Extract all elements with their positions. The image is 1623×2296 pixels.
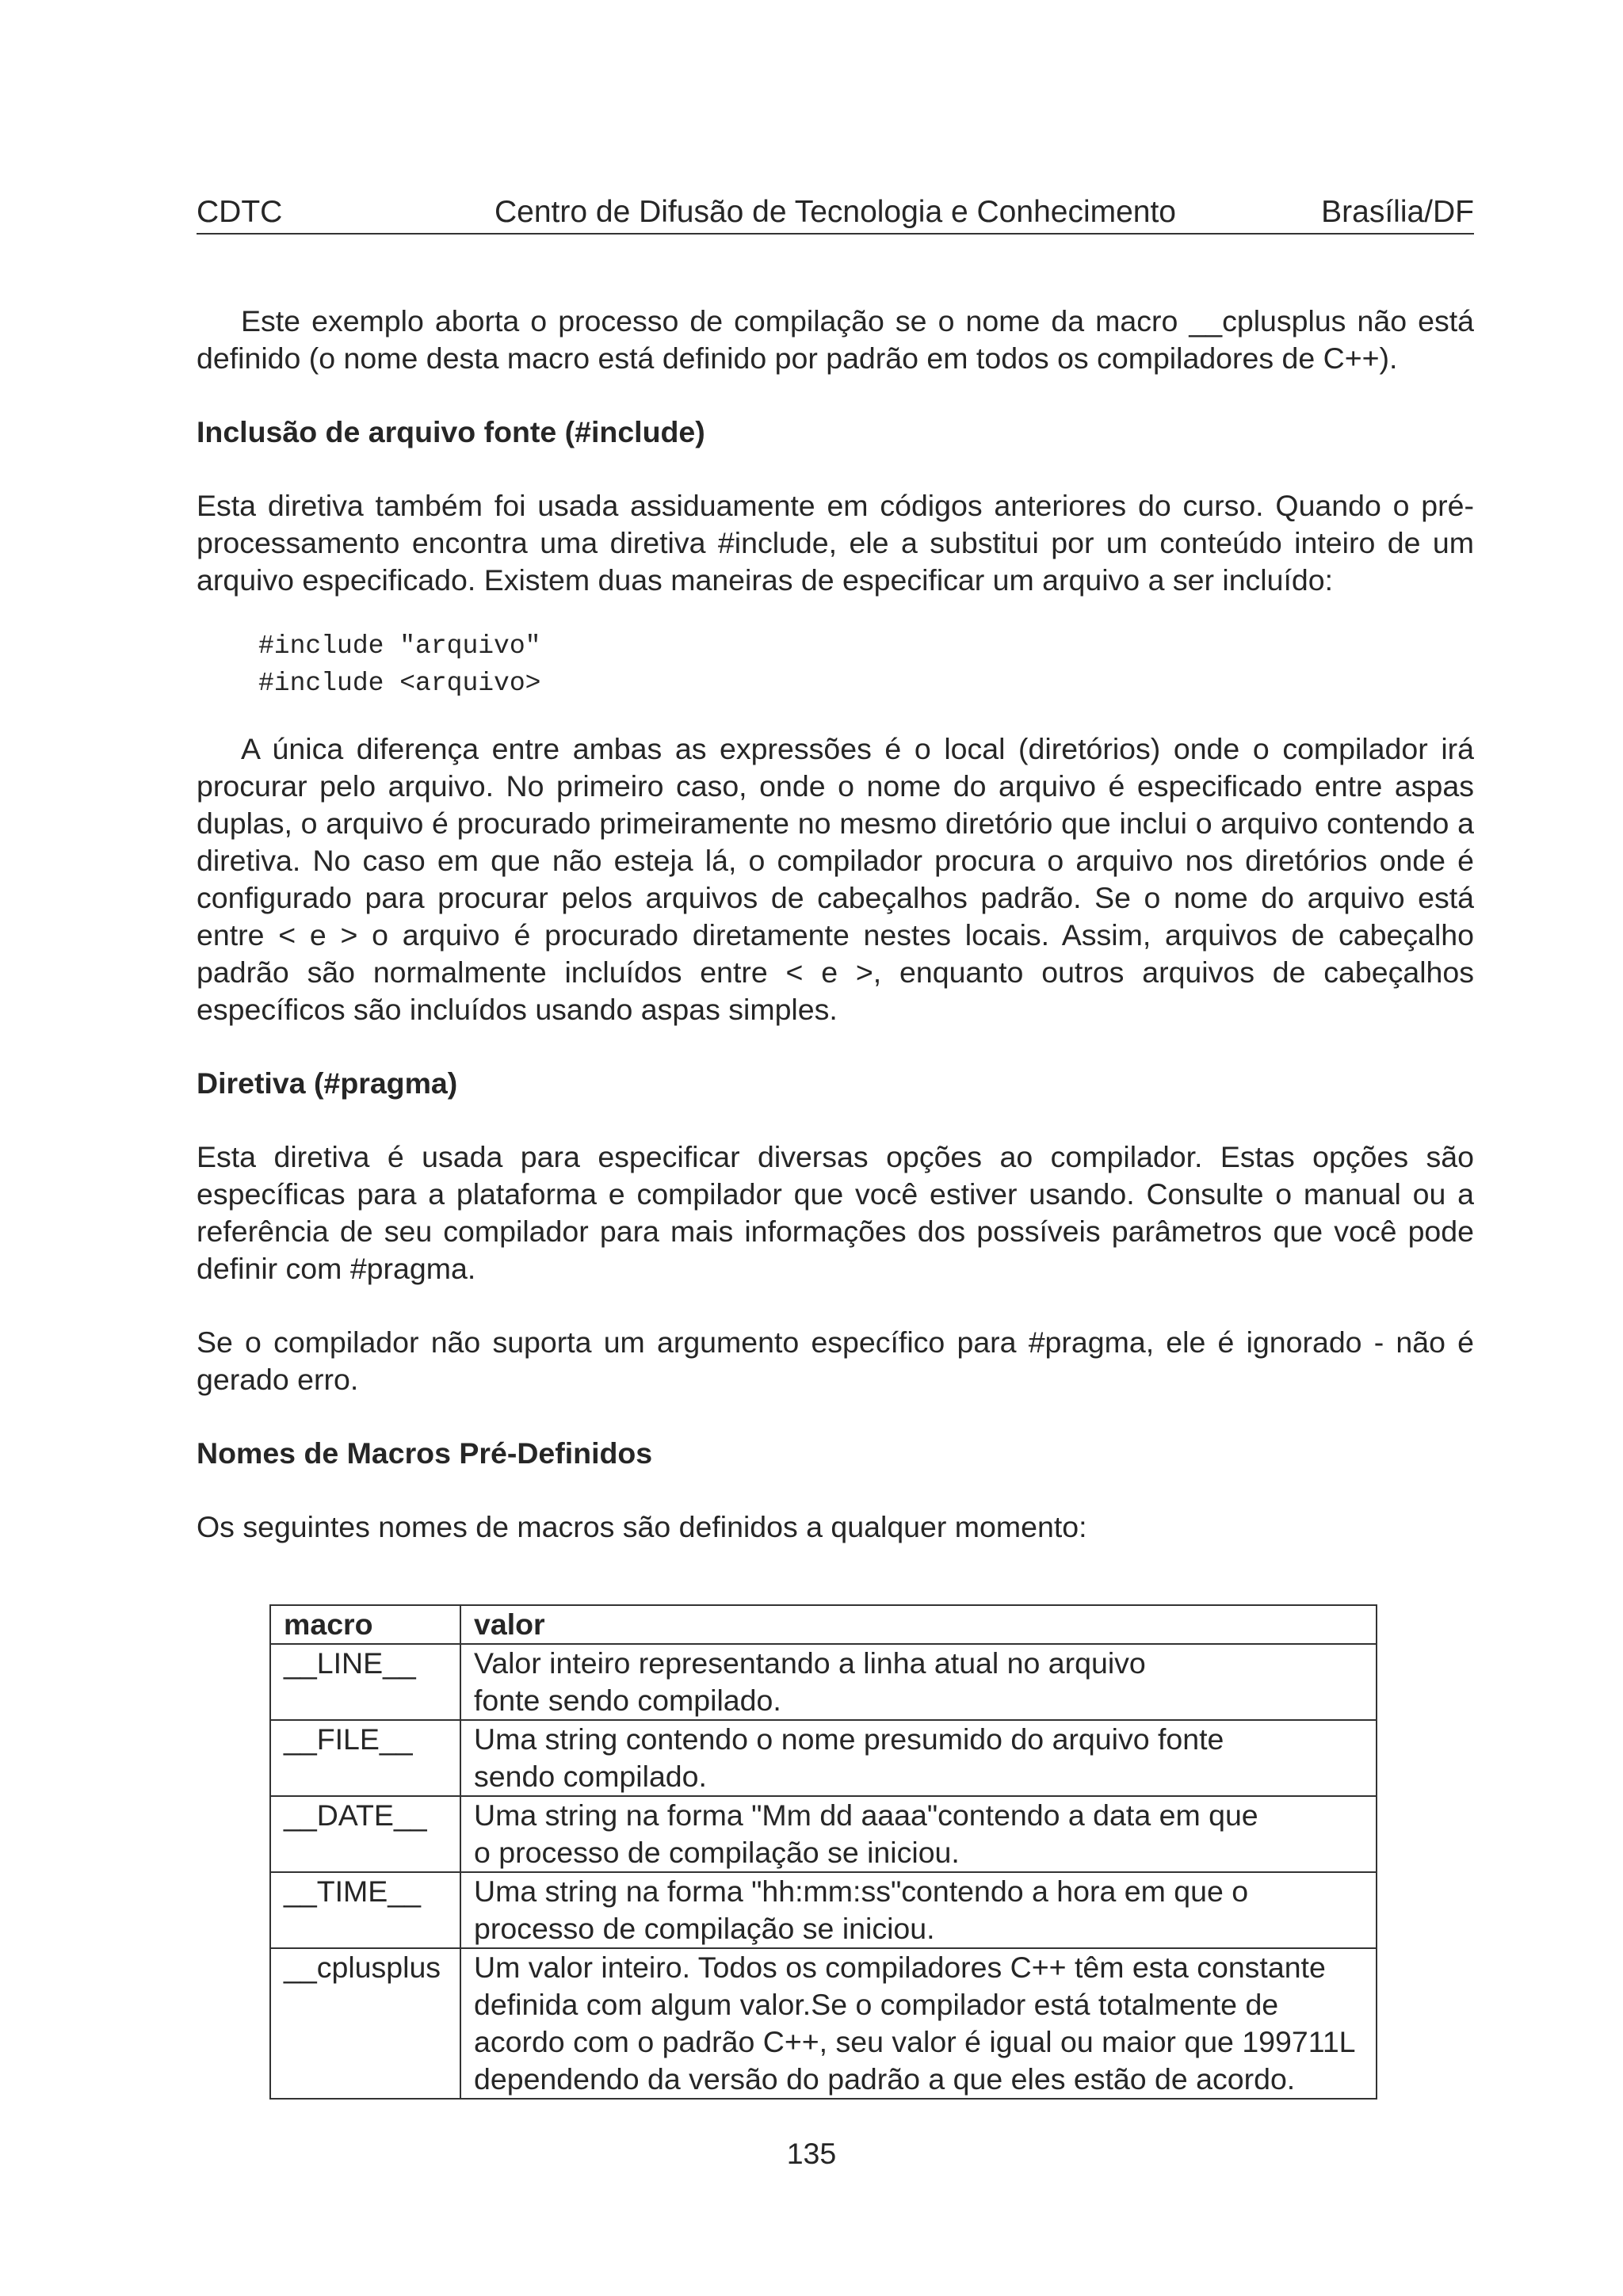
pragma-paragraph-2: Se o compilador não suporta um argumento específico para #pragma, ele é ignorado - não é gerado erro.	[197, 1325, 1474, 1396]
macro-name: __LINE__	[270, 1644, 460, 1720]
macro-value	[460, 1644, 1377, 1720]
value-line: sendo compilado.	[474, 1760, 707, 1793]
table-row	[270, 1948, 1377, 2099]
page-number: 135	[786, 2137, 837, 2170]
header-left: CDTC	[197, 195, 283, 229]
value-line: Uma string na forma "hh:mm:ss"contendo a hora em que o	[474, 1875, 1249, 1908]
include-paragraph-2: A única diferença entre ambas as expressões é o local (diretórios) onde o compilador irá procurar pelo arquivo. No primeiro caso, onde o nome do arquivo é especificado entre aspas duplas, o arquivo é procurado primeiramente no mesmo diretório que inclui o arquivo contendo a diretiva. No caso em que não esteja lá, o compilador procura o arquivo nos diretórios onde é configurado para procurar pelos arquivos de cabeçalhos padrão. Se o nome do arquivo está entre < e > o arquivo é procurado diretamente nestes locais. Assim, arquivos de cabeçalho padrão são normalmente incluídos entre < e >, enquanto outros arquivos de cabeçalhos específicos são incluídos usando aspas simples.	[197, 732, 1474, 1026]
pragma-paragraph-1: Esta diretiva é usada para especificar diversas opções ao compilador. Estas opções são específicas para a plataforma e compilador que você estiver usando. Consulte o manual ou a referência de seu compilador para mais informações dos possíveis parâmetros que você pode definir com #pragma.	[197, 1140, 1474, 1285]
table-header-value: valor	[460, 1605, 1377, 1644]
table-row	[270, 1644, 1377, 1720]
macro-value	[460, 1948, 1377, 2099]
value-line: definida com algum valor.Se o compilador está totalmente de	[474, 1988, 1279, 2021]
macro-name: __DATE__	[270, 1796, 460, 1872]
include-paragraph-1: Esta diretiva também foi usada assiduamente em códigos anteriores do curso. Quando o pré-processamento encontra uma diretiva #include, ele a substitui por um conteúdo inteiro de um arquivo especificado. Existem duas maneiras de especificar um arquivo a ser incluído:	[197, 489, 1474, 597]
table-row	[270, 1872, 1377, 1948]
macro-value	[460, 1720, 1377, 1796]
macro-name: __FILE__	[270, 1720, 460, 1796]
value-line: o processo de compilação se iniciou.	[474, 1836, 960, 1869]
value-line: dependendo da versão do padrão a que eles estão de acordo.	[474, 2062, 1296, 2096]
header-right: Brasília/DF	[1321, 195, 1474, 229]
macros-intro: Os seguintes nomes de macros são definidos a qualquer momento:	[197, 1510, 1087, 1543]
body-text	[197, 303, 1474, 1546]
macros-table	[269, 1604, 1377, 2100]
code-line: #include "arquivo"	[258, 631, 541, 661]
value-line: Valor inteiro representando a linha atual no arquivo	[474, 1646, 1146, 1680]
macro-value	[460, 1872, 1377, 1948]
intro-paragraph: Este exemplo aborta o processo de compilação se o nome da macro __cplusplus não está definido (o nome desta macro está definido por padrão em todos os compiladores de C++).	[197, 304, 1474, 375]
table-row	[270, 1720, 1377, 1796]
code-line: #include <arquivo>	[258, 669, 541, 698]
table-header-row	[270, 1605, 1377, 1644]
macro-name: __TIME__	[270, 1872, 460, 1948]
value-line: processo de compilação se iniciou.	[474, 1912, 935, 1945]
macro-value	[460, 1796, 1377, 1872]
header-center: Centro de Difusão de Tecnologia e Conhecimento	[495, 195, 1176, 229]
table-row	[270, 1796, 1377, 1872]
value-line: fonte sendo compilado.	[474, 1684, 781, 1717]
include-section-title: Inclusão de arquivo fonte (#include)	[197, 415, 705, 448]
value-line: acordo com o padrão C++, seu valor é igual ou maior que 199711L	[474, 2025, 1356, 2058]
pragma-section-title: Diretiva (#pragma)	[197, 1066, 458, 1100]
running-header	[197, 195, 1474, 235]
value-line: Um valor inteiro. Todos os compiladores C++ têm esta constante	[474, 1951, 1326, 1984]
value-line: Uma string na forma "Mm dd aaaa"contendo a data em que	[474, 1798, 1258, 1832]
value-line: Uma string contendo o nome presumido do arquivo fonte	[474, 1722, 1224, 1756]
macros-section-title: Nomes de Macros Pré-Definidos	[197, 1436, 653, 1470]
macro-name: __cplusplus	[270, 1948, 460, 2099]
table-header-macro: macro	[270, 1605, 460, 1644]
